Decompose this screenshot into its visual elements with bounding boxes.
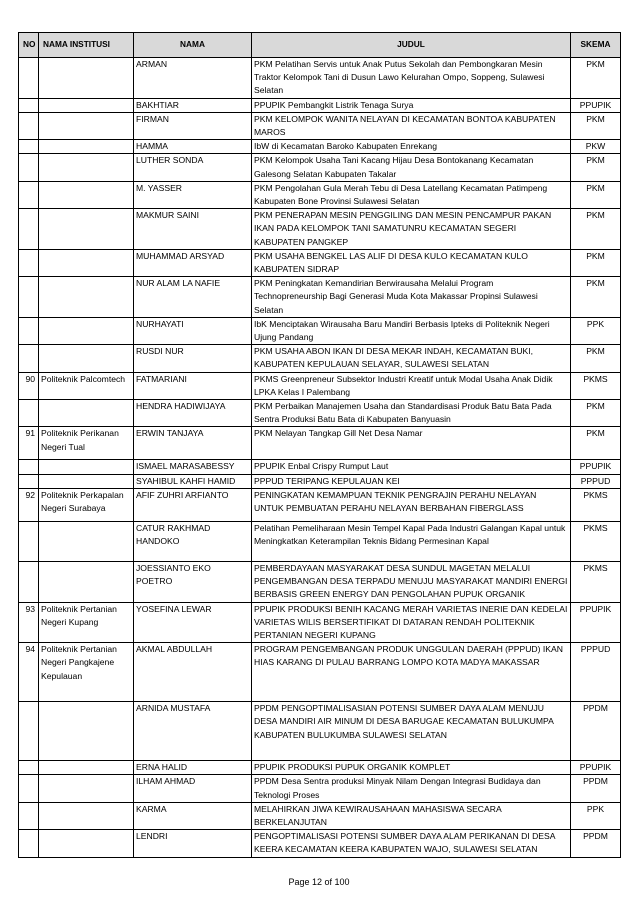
cell-judul: PKM Pelatihan Servis untuk Anak Putus Sekolah dan Pembongkaran Mesin Traktor Kelompok Tani di Dusun Lawo Kelurahan Ompo, Soppeng, Sulawesi Selatan (252, 58, 571, 99)
table-row (19, 112, 621, 139)
cell-judul: PENINGKATAN KEMAMPUAN TEKNIK PENGRAJIN PERAHU NELAYAN UNTUK PEMBUATAN PERAHU NELAYAN BERBAHAN FIBERGLASS (252, 488, 571, 521)
cell-nama: LUTHER SONDA (134, 154, 252, 181)
cell-skema: PPDM (571, 702, 621, 761)
cell-judul: PPUPIK PRODUKSI PUPUK ORGANIK KOMPLET (252, 761, 571, 775)
table-row (19, 561, 621, 602)
cell-no (19, 761, 39, 775)
cell-judul: PPUPIK Pembangkit Listrik Tenaga Surya (252, 98, 571, 112)
cell-nama-institusi (39, 561, 134, 602)
page-number: Page 12 of 100 (288, 877, 350, 887)
cell-skema: PKM (571, 400, 621, 427)
cell-nama-institusi (39, 112, 134, 139)
cell-nama: BAKHTIAR (134, 98, 252, 112)
cell-nama-institusi (39, 400, 134, 427)
table-row (19, 802, 621, 829)
cell-nama-institusi (39, 209, 134, 250)
cell-nama: JOESSIANTO EKO POETRO (134, 561, 252, 602)
table-row (19, 372, 621, 399)
header-nama: NAMA (134, 33, 252, 58)
cell-nama-institusi (39, 761, 134, 775)
cell-judul: PKM Nelayan Tangkap Gill Net Desa Namar (252, 427, 571, 460)
cell-no (19, 345, 39, 372)
cell-nama-institusi (39, 775, 134, 802)
table-row (19, 345, 621, 372)
cell-nama-institusi (39, 830, 134, 857)
cell-no (19, 317, 39, 344)
table-row (19, 209, 621, 250)
cell-skema: PKM (571, 277, 621, 318)
cell-judul: Pelatihan Pemeliharaan Mesin Tempel Kapal Pada Industri Galangan Kapal untuk Meningkatkan Keterampilan Teknis Bidang Permesinan Kapal (252, 521, 571, 561)
cell-skema: PPUPIK (571, 460, 621, 474)
table-row (19, 488, 621, 521)
cell-nama-institusi: Politeknik Palcomtech (39, 372, 134, 399)
cell-judul: PPUPIK PRODUKSI BENIH KACANG MERAH VARIETAS INERIE DAN KEDELAI VARIETAS WILIS BERSERTIFIKAT DI DATARAN RENDAH POLITEKNIK PERTANIAN NEGERI KUPANG (252, 602, 571, 643)
cell-nama-institusi (39, 702, 134, 761)
cell-skema: PKW (571, 140, 621, 154)
cell-no (19, 277, 39, 318)
cell-skema: PKM (571, 209, 621, 250)
cell-skema: PKM (571, 249, 621, 276)
cell-judul: PKM PENERAPAN MESIN PENGGILING DAN MESIN PENCAMPUR PAKAN IKAN PADA KELOMPOK TANI SAMATUNRU KECAMATAN SEGERI KABUPATEN PANGKEP (252, 209, 571, 250)
cell-judul: MELAHIRKAN JIWA KEWIRAUSAHAAN MAHASISWA SECARA BERKELANJUTAN (252, 802, 571, 829)
cell-judul: PEMBERDAYAAN MASYARAKAT DESA SUNDUL MAGETAN MELALUI PENGEMBANGAN DESA TERPADU MENUJU MASYARAKAT MANDIRI ENERGI BERBASIS GREEN ENERGY DAN PENGOLAHAN PUPUK ORGANIK (252, 561, 571, 602)
cell-nama: FATMARIANI (134, 372, 252, 399)
table-body (19, 58, 621, 858)
cell-nama: AKMAL ABDULLAH (134, 643, 252, 702)
cell-nama-institusi (39, 140, 134, 154)
cell-skema: PPPUD (571, 474, 621, 488)
cell-no (19, 474, 39, 488)
cell-no (19, 112, 39, 139)
header-nama-institusi: NAMA INSTITUSI (39, 33, 134, 58)
table-row (19, 277, 621, 318)
table-row (19, 761, 621, 775)
cell-nama-institusi (39, 474, 134, 488)
cell-skema: PKMS (571, 521, 621, 561)
cell-skema: PPUPIK (571, 602, 621, 643)
cell-skema: PPK (571, 317, 621, 344)
cell-nama-institusi (39, 277, 134, 318)
table-row (19, 400, 621, 427)
cell-no (19, 775, 39, 802)
cell-nama: ILHAM AHMAD (134, 775, 252, 802)
table-row (19, 98, 621, 112)
cell-judul: PROGRAM PENGEMBANGAN PRODUK UNGGULAN DAERAH (PPPUD) IKAN HIAS KARANG DI PULAU BARRANG LOMPO KOTA MADYA MAKASSAR (252, 643, 571, 702)
institution-table (18, 32, 621, 858)
cell-nama: M. YASSER (134, 181, 252, 208)
table-row (19, 643, 621, 702)
cell-nama: FIRMAN (134, 112, 252, 139)
cell-nama: ERNA HALID (134, 761, 252, 775)
cell-no: 92 (19, 488, 39, 521)
cell-skema: PKM (571, 181, 621, 208)
cell-nama: YOSEFINA LEWAR (134, 602, 252, 643)
cell-judul: IbK Menciptakan Wirausaha Baru Mandiri Berbasis Ipteks di Politeknik Negeri Ujung Pandang (252, 317, 571, 344)
cell-skema: PKM (571, 154, 621, 181)
cell-nama-institusi (39, 154, 134, 181)
cell-judul: PKM Kelompok Usaha Tani Kacang Hijau Desa Bontokanang Kecamatan Galesong Selatan Kabupaten Takalar (252, 154, 571, 181)
cell-nama: MAKMUR SAINI (134, 209, 252, 250)
cell-nama-institusi (39, 249, 134, 276)
header-no: NO (19, 33, 39, 58)
cell-nama: NUR ALAM LA NAFIE (134, 277, 252, 318)
cell-nama: ERWIN TANJAYA (134, 427, 252, 460)
cell-no (19, 249, 39, 276)
cell-nama: HAMMA (134, 140, 252, 154)
cell-nama-institusi: Politeknik Pertanian Negeri Pangkajene Kepulauan (39, 643, 134, 702)
table-row (19, 154, 621, 181)
cell-skema: PKM (571, 58, 621, 99)
cell-skema: PKMS (571, 372, 621, 399)
cell-nama-institusi (39, 802, 134, 829)
cell-no (19, 802, 39, 829)
cell-no: 91 (19, 427, 39, 460)
cell-nama-institusi (39, 460, 134, 474)
table-row (19, 830, 621, 857)
table-row (19, 181, 621, 208)
cell-no (19, 154, 39, 181)
cell-nama: NURHAYATI (134, 317, 252, 344)
table-row (19, 602, 621, 643)
cell-no (19, 830, 39, 857)
cell-judul: PKM Peningkatan Kemandirian Berwirausaha Melalui Program Technopreneurship Bagi Generasi Muda Kota Makassar Propinsi Sulawesi Selatan (252, 277, 571, 318)
cell-judul: PPDM PENGOPTIMALISASIAN POTENSI SUMBER DAYA ALAM MENUJU DESA MANDIRI AIR MINUM DI DESA BARUGAE KECAMATAN BULUKUMPA KABUPATEN BULUKUMBA SULAWESI SELATAN (252, 702, 571, 761)
cell-no (19, 521, 39, 561)
cell-skema: PPDM (571, 775, 621, 802)
cell-nama: LENDRI (134, 830, 252, 857)
table-row (19, 427, 621, 460)
cell-skema: PKM (571, 427, 621, 460)
cell-judul: PKM USAHA ABON IKAN DI DESA MEKAR INDAH, KECAMATAN BUKI, KABUPATEN KEPULAUAN SELAYAR, SULAWESI SELATAN (252, 345, 571, 372)
cell-judul: IbW di Kecamatan Baroko Kabupaten Enrekang (252, 140, 571, 154)
cell-judul: PKM KELOMPOK WANITA NELAYAN DI KECAMATAN BONTOA KABUPATEN MAROS (252, 112, 571, 139)
cell-judul: PKM Pengolahan Gula Merah Tebu di Desa Latellang Kecamatan Patimpeng Kabupaten Bone Provinsi Sulawesi Selatan (252, 181, 571, 208)
cell-nama: CATUR RAKHMAD HANDOKO (134, 521, 252, 561)
cell-skema: PKMS (571, 561, 621, 602)
cell-no: 93 (19, 602, 39, 643)
cell-judul: PKM Perbaikan Manajemen Usaha dan Standardisasi Produk Batu Bata Pada Sentra Produksi Batu Bata di Kabupaten Banyuasin (252, 400, 571, 427)
cell-skema: PPUPIK (571, 761, 621, 775)
cell-nama: ARNIDA MUSTAFA (134, 702, 252, 761)
cell-judul: PPDM Desa Sentra produksi Minyak Nilam Dengan Integrasi Budidaya dan Teknologi Proses (252, 775, 571, 802)
cell-nama-institusi (39, 521, 134, 561)
cell-skema: PKM (571, 345, 621, 372)
header-judul: JUDUL (252, 33, 571, 58)
cell-no (19, 460, 39, 474)
cell-judul: PPPUD TERIPANG KEPULAUAN KEI (252, 474, 571, 488)
cell-no (19, 58, 39, 99)
cell-nama-institusi (39, 181, 134, 208)
cell-no (19, 561, 39, 602)
cell-judul: PPUPIK Enbal Crispy Rumput Laut (252, 460, 571, 474)
cell-no (19, 98, 39, 112)
table-header-row (19, 33, 621, 58)
cell-judul: PKMS Greenpreneur Subsektor Industri Kreatif untuk Modal Usaha Anak Didik LPKA Kelas I Palembang (252, 372, 571, 399)
header-skema: SKEMA (571, 33, 621, 58)
cell-nama: MUHAMMAD ARSYAD (134, 249, 252, 276)
cell-no: 94 (19, 643, 39, 702)
cell-no (19, 702, 39, 761)
cell-nama: ARMAN (134, 58, 252, 99)
cell-nama: HENDRA HADIWIJAYA (134, 400, 252, 427)
document-page (18, 32, 620, 858)
cell-nama-institusi (39, 345, 134, 372)
cell-nama-institusi (39, 58, 134, 99)
cell-nama-institusi (39, 98, 134, 112)
cell-nama-institusi (39, 317, 134, 344)
table-row (19, 317, 621, 344)
table-row (19, 775, 621, 802)
cell-nama-institusi: Politeknik Perikanan Negeri Tual (39, 427, 134, 460)
table-row (19, 58, 621, 99)
table-row (19, 460, 621, 474)
cell-nama: RUSDI NUR (134, 345, 252, 372)
table-row (19, 140, 621, 154)
cell-no (19, 209, 39, 250)
cell-skema: PPUPIK (571, 98, 621, 112)
cell-skema: PKMS (571, 488, 621, 521)
cell-no (19, 140, 39, 154)
table-row (19, 702, 621, 761)
cell-nama: AFIF ZUHRI ARFIANTO (134, 488, 252, 521)
cell-nama-institusi: Politeknik Perkapalan Negeri Surabaya (39, 488, 134, 521)
cell-skema: PPK (571, 802, 621, 829)
cell-no: 90 (19, 372, 39, 399)
cell-judul: PKM USAHA BENGKEL LAS ALIF DI DESA KULO KECAMATAN KULO KABUPATEN SIDRAP (252, 249, 571, 276)
cell-nama-institusi: Politeknik Pertanian Negeri Kupang (39, 602, 134, 643)
cell-skema: PKM (571, 112, 621, 139)
cell-skema: PPPUD (571, 643, 621, 702)
cell-nama: ISMAEL MARASABESSY (134, 460, 252, 474)
table-row (19, 249, 621, 276)
table-row (19, 474, 621, 488)
cell-nama: KARMA (134, 802, 252, 829)
cell-no (19, 400, 39, 427)
cell-judul: PENGOPTIMALISASI POTENSI SUMBER DAYA ALAM PERIKANAN DI DESA KEERA KECAMATAN KEERA KABUPATEN WAJO, SULAWESI SELATAN (252, 830, 571, 857)
cell-skema: PPDM (571, 830, 621, 857)
cell-no (19, 181, 39, 208)
table-row (19, 521, 621, 561)
cell-nama: SYAHIBUL KAHFI HAMID (134, 474, 252, 488)
